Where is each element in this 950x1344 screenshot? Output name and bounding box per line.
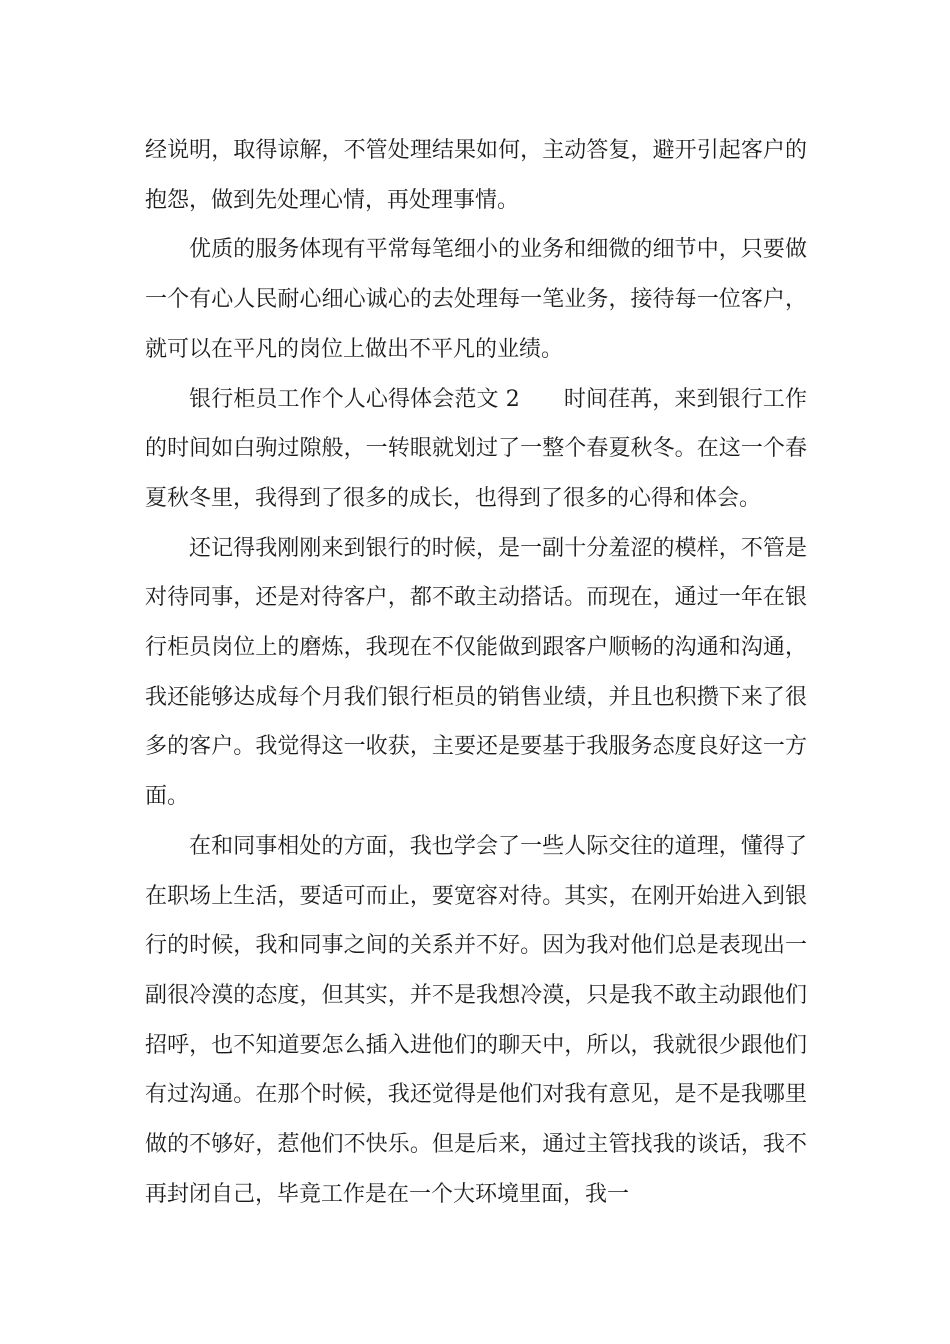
paragraph-colleagues: 在和同事相处的方面，我也学会了一些人际交往的道理，懂得了在职场上生活，要适可而止，要宽容对待。其实，在刚开始进入到银行的时候，我和同事之间的关系并不好。因为我对他们总是表现出一副很冷漠的态度，但其实，并不是我想冷漠，只是我不敢主动跟他们招呼，也不知道要怎么插入进他们的聊天中，所以，我就很少跟他们有过沟通。在那个时候，我还觉得是他们对我有意见，是不是我哪里做的不够好，惹他们不快乐。但是后来，通过主管找我的谈话，我不再封闭自己，毕竟工作是在一个大环境里面，我一 (145, 833, 807, 1207)
paragraph-section-2-intro (145, 375, 807, 524)
section-intro-text: 时间荏苒，来到银行工作的时间如白驹过隙般，一转眼就划过了一整个春夏秋冬。在这一个春夏秋冬里，我得到了很多的成长，也得到了很多的心得和体会。 (145, 386, 807, 511)
document-body (145, 126, 807, 1219)
section-heading: 银行柜员工作个人心得体会范文 2 (189, 386, 520, 412)
paragraph-continuation: 经说明，取得谅解，不管处理结果如何，主动答复，避开引起客户的抱怨，做到先处理心情，再处理事情。 (145, 138, 807, 213)
paragraph-first-days: 还记得我刚刚来到银行的时候，是一副十分羞涩的模样，不管是对待同事，还是对待客户，都不敢主动搭话。而现在，通过一年在银行柜员岗位上的磨炼，我现在不仅能做到跟客户顺畅的沟通和沟通，我还能够达成每个月我们银行柜员的销售业绩，并且也积攒下来了很多的客户。我觉得这一收获，主要还是要基于我服务态度良好这一方面。 (145, 535, 807, 810)
paragraph-service-quality: 优质的服务体现有平常每笔细小的业务和细微的细节中，只要做一个有心人民耐心细心诚心的去处理每一笔业务，接待每一位客户，就可以在平凡的岗位上做出不平凡的业绩。 (145, 237, 807, 362)
